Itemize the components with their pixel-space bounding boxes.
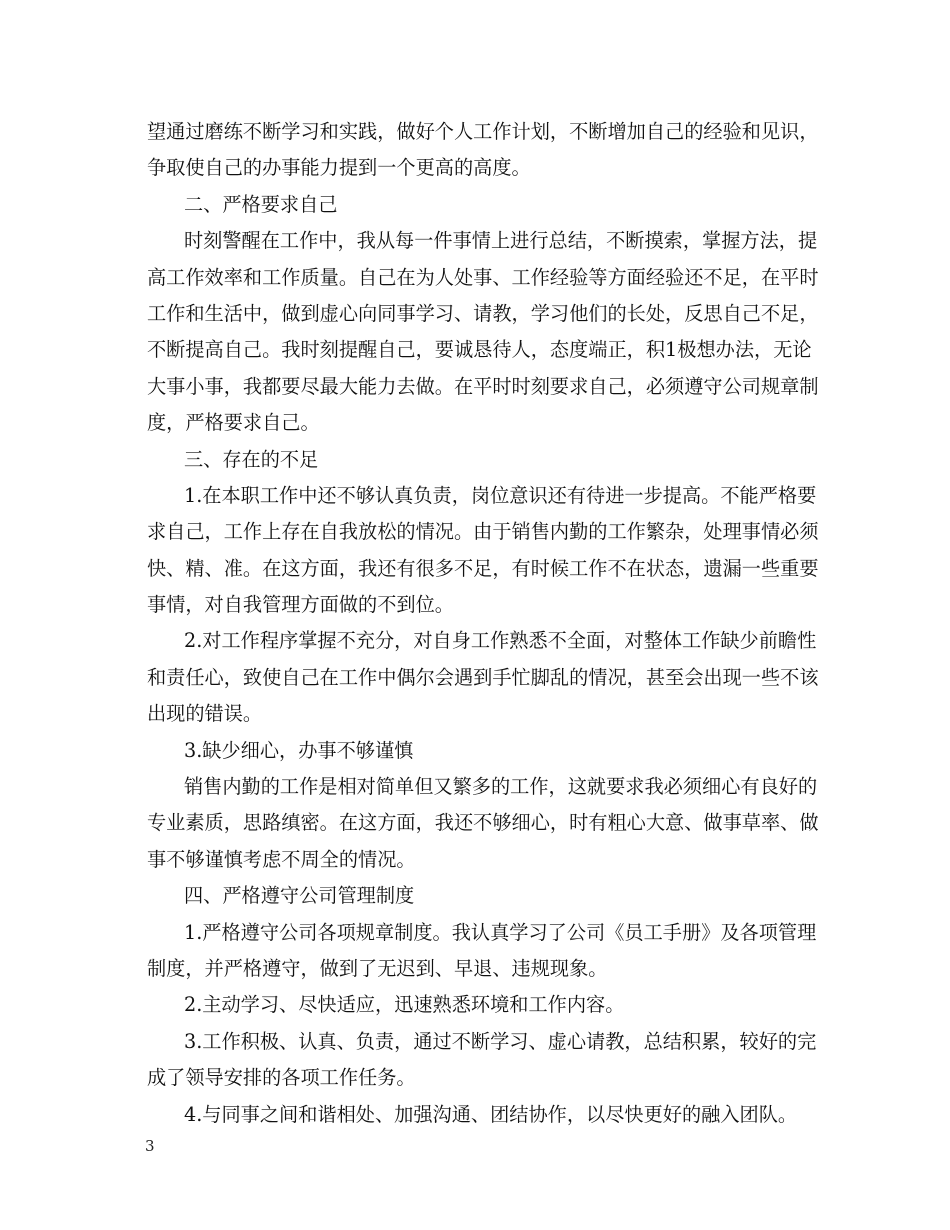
text-line: 成了领导安排的各项工作任务。 [147,1066,416,1090]
text-line: 事情，对自我管理方面做的不到位。 [147,593,454,617]
text-line: 3.缺少细心，办事不够谨慎 [184,738,414,762]
text-line: 争取使自己的办事能力提到一个更高的高度。 [147,156,531,180]
text-line: 二、严格要求自己 [184,192,338,216]
text-line: 快、精、准。在这方面，我还有很多不足，有时候工作不在状态，遗漏一些重要 [147,556,819,580]
text-line: 3.工作积极、认真、负责，通过不断学习、虚心请教，总结积累，较好的完 [184,1029,817,1053]
page-number: 3 [145,1137,155,1155]
text-line: 和责任心，致使自己在工作中偶尔会遇到手忙脚乱的情况，甚至会出现一些不该 [147,665,819,689]
text-line: 不断提高自己。我时刻提醒自己，要诚恳待人，态度端正，积1极想办法，无论 [147,338,812,362]
text-line: 时刻警醒在工作中，我从每一件事情上进行总结，不断摸索，掌握方法，提 [184,229,818,253]
document-body [147,114,819,1133]
text-line: 2.主动学习、尽快适应，迅速熟悉环境和工作内容。 [184,993,625,1017]
text-line: 工作和生活中，做到虚心向同事学习、请教，学习他们的长处，反思自己不足， [147,301,819,325]
text-line: 1.在本职工作中还不够认真负责，岗位意识还有待进一步提高。不能严格要 [184,483,817,507]
text-line: 1.严格遵守公司各项规章制度。我认真学习了公司《员工手册》及各项管理 [184,920,817,944]
text-line: 大事小事，我都要尽最大能力去做。在平时时刻要求自己，必须遵守公司规章制 [147,374,819,398]
text-line: 制度，并严格遵守，做到了无迟到、早退、违规现象。 [147,956,608,980]
text-line: 高工作效率和工作质量。自己在为人处事、工作经验等方面经验还不足，在平时 [147,265,819,289]
text-line: 销售内勤的工作是相对简单但又繁多的工作，这就要求我必须细心有良好的 [184,775,818,799]
text-line: 四、严格遵守公司管理制度 [184,884,415,908]
text-line: 2.对工作程序掌握不充分，对自身工作熟悉不全面，对整体工作缺少前瞻性 [184,629,817,653]
text-line: 三、存在的不足 [184,447,319,471]
text-line: 度，严格要求自己。 [147,411,320,435]
text-line: 出现的错误。 [147,702,263,726]
text-line: 专业素质，思路缜密。在这方面，我还不够细心，时有粗心大意、做事草率、做 [147,811,819,835]
text-line: 4.与同事之间和谐相处、加强沟通、团结协作，以尽快更好的融入团队。 [184,1102,798,1126]
text-line: 求自己，工作上存在自我放松的情况。由于销售内勤的工作繁杂，处理事情必须 [147,520,819,544]
text-line: 望通过磨练不断学习和实践，做好个人工作计划，不断增加自己的经验和见识， [147,120,819,143]
text-line: 事不够谨慎考虑不周全的情况。 [147,847,416,871]
